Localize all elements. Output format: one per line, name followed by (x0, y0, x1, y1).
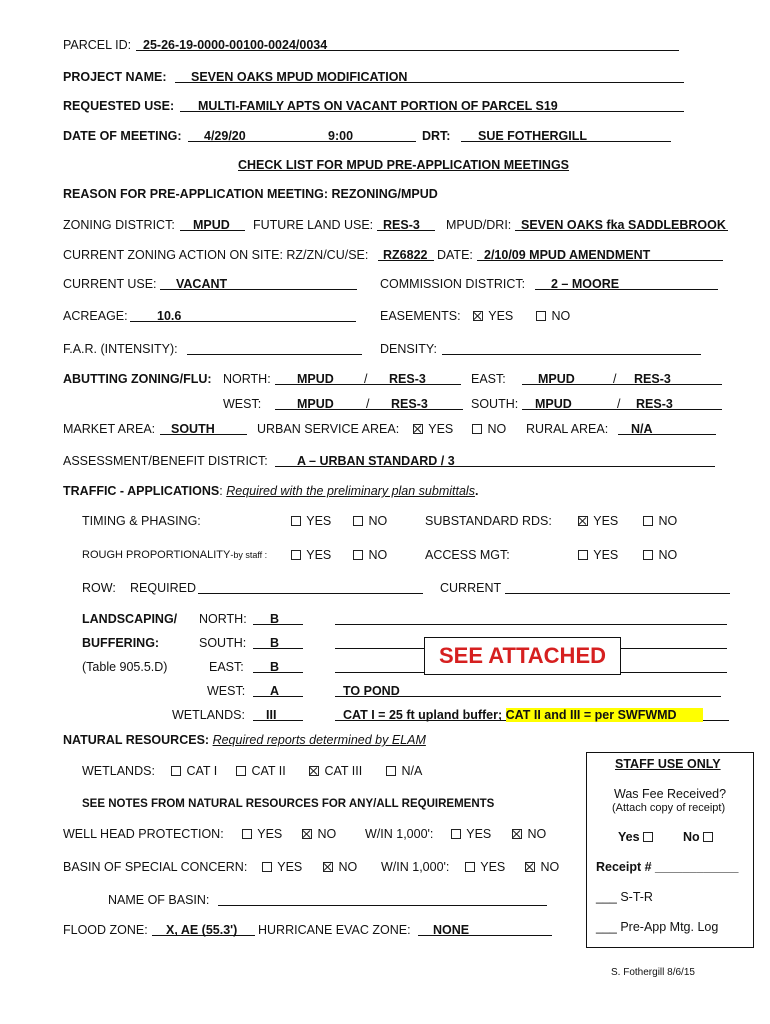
parcel-label: PARCEL ID: (63, 38, 132, 52)
usa-no[interactable] (472, 422, 506, 436)
acreage-value: 10.6 (157, 309, 182, 323)
landscaping-label: LANDSCAPING/ (82, 612, 178, 626)
easements-no-label: NO (551, 309, 571, 323)
usa-yes-label: YES (428, 422, 454, 436)
nr-cat3[interactable] (309, 764, 362, 778)
buffer-north-note-line (335, 624, 727, 625)
checkbox-icon-checked[interactable] (512, 829, 522, 839)
commission-label: COMMISSION DISTRICT: (380, 277, 526, 291)
nr-cat1-label: CAT I (186, 764, 218, 778)
easements-yes[interactable] (473, 309, 513, 323)
density-label: DENSITY: (380, 342, 437, 356)
abutting-east-label: EAST: (471, 372, 506, 386)
rough-no-label: NO (368, 548, 388, 562)
checkbox-icon[interactable] (643, 516, 653, 526)
rough-label (82, 548, 267, 562)
current-action-value: RZ6822 (383, 248, 428, 262)
well-win-yes[interactable] (451, 827, 491, 841)
nr-cat2-label: CAT II (251, 764, 286, 778)
checkbox-icon-checked[interactable] (323, 862, 333, 872)
easements-no[interactable] (536, 309, 570, 323)
current-action-date: 2/10/09 MPUD AMENDMENT (484, 248, 651, 262)
well-no[interactable] (302, 827, 336, 841)
far-label: F.A.R. (INTENSITY): (63, 342, 178, 356)
meeting-date: 4/29/20 (204, 129, 246, 143)
acreage-label: ACREAGE: (63, 309, 128, 323)
buffer-wetlands-note (343, 708, 703, 722)
substandard-yes-label: YES (593, 514, 619, 528)
access-no-label: NO (658, 548, 678, 562)
far-line (187, 354, 362, 355)
rough-no[interactable] (353, 548, 387, 562)
checkbox-icon[interactable] (242, 829, 252, 839)
abutting-east-flu: RES-3 (634, 372, 671, 386)
substandard-no[interactable] (643, 514, 677, 528)
row-required-line (198, 593, 423, 594)
abutting-south-label: SOUTH: (471, 397, 519, 411)
well-win-no-label: NO (527, 827, 547, 841)
buffer-east-label: EAST: (209, 660, 244, 674)
abutting-west-label: WEST: (223, 397, 262, 411)
checkbox-icon[interactable] (386, 766, 396, 776)
access-yes[interactable] (578, 548, 618, 562)
usa-label: URBAN SERVICE AREA: (257, 422, 400, 436)
timing-no-label: NO (368, 514, 388, 528)
requested-use: MULTI-FAMILY APTS ON VACANT PORTION OF PARCEL S19 (198, 99, 558, 113)
nr-cat1[interactable] (171, 764, 217, 778)
checkbox-icon-checked[interactable] (473, 311, 483, 321)
checkbox-icon[interactable] (643, 550, 653, 560)
basin-name-label: NAME OF BASIN: (108, 893, 210, 907)
abutting-south-flu: RES-3 (636, 397, 673, 411)
basin-yes-label: YES (277, 860, 303, 874)
traffic-label: TRAFFIC - APPLICATIONS (63, 484, 220, 498)
basin-name-line (218, 905, 547, 906)
access-yes-label: YES (593, 548, 619, 562)
checkbox-icon[interactable] (643, 832, 653, 842)
staff-title: STAFF USE ONLY (615, 757, 721, 771)
basin-win-yes-label: YES (480, 860, 506, 874)
assessment-label: ASSESSMENT/BENEFIT DISTRICT: (63, 454, 268, 468)
checkbox-icon[interactable] (291, 550, 301, 560)
abutting-north-slash: / (364, 372, 368, 386)
timing-yes[interactable] (291, 514, 331, 528)
nr-wetlands-label: WETLANDS: (82, 764, 155, 778)
staff-fee-no[interactable] (683, 830, 715, 844)
buffer-wetlands: III (266, 708, 277, 722)
basin-win-no-label: NO (540, 860, 560, 874)
timing-label: TIMING & PHASING: (82, 514, 201, 528)
abutting-west-flu: RES-3 (391, 397, 428, 411)
abutting-south-zoning: MPUD (535, 397, 572, 411)
buffering-label: BUFFERING: (82, 636, 160, 650)
buffer-south-label: SOUTH: (199, 636, 247, 650)
traffic-period: . (474, 484, 479, 498)
abutting-north-zoning: MPUD (297, 372, 334, 386)
buffer-wetlands-label: WETLANDS: (172, 708, 245, 722)
current-action-label: CURRENT ZONING ACTION ON SITE: RZ/ZN/CU/SE: (63, 248, 369, 262)
parcel-id: 25-26-19-0000-00100-0024/0034 (143, 38, 328, 52)
checkbox-icon[interactable] (703, 832, 713, 842)
rural-label: RURAL AREA: (526, 422, 609, 436)
checkbox-icon[interactable] (451, 829, 461, 839)
row-required-label: REQUIRED (130, 581, 196, 595)
basin-label: BASIN OF SPECIAL CONCERN: (63, 860, 248, 874)
substandard-no-label: NO (658, 514, 678, 528)
rough-yes[interactable] (291, 548, 331, 562)
flood-label: FLOOD ZONE: (63, 923, 148, 937)
drt-label: DRT: (422, 129, 451, 143)
checkbox-icon[interactable] (171, 766, 181, 776)
checkbox-icon[interactable] (536, 311, 546, 321)
checkbox-icon[interactable] (578, 550, 588, 560)
row-current-label: CURRENT (440, 581, 502, 595)
checkbox-icon[interactable] (472, 424, 482, 434)
checkbox-icon[interactable] (262, 862, 272, 872)
market-value: SOUTH (171, 422, 215, 436)
checkbox-icon[interactable] (291, 516, 301, 526)
abutting-north-label: NORTH: (223, 372, 271, 386)
substandard-yes[interactable] (578, 514, 618, 528)
reason: REASON FOR PRE-APPLICATION MEETING: REZONING/MPUD (63, 187, 438, 201)
access-no[interactable] (643, 548, 677, 562)
abutting-west-zoning: MPUD (297, 397, 334, 411)
zoning-value: MPUD (193, 218, 230, 232)
well-no-label: NO (317, 827, 337, 841)
hurricane-label: HURRICANE EVAC ZONE: (258, 923, 411, 937)
hurricane-value: NONE (433, 923, 470, 937)
staff-no-label: No (683, 830, 700, 844)
buffer-south: B (270, 636, 280, 650)
abutting-label: ABUTTING ZONING/FLU: (63, 372, 212, 386)
staff-fee-yes[interactable] (618, 830, 655, 844)
access-label: ACCESS MGT: (425, 548, 510, 562)
timing-no[interactable] (353, 514, 387, 528)
assessment-value: A – URBAN STANDARD / 3 (297, 454, 455, 468)
checklist-title: CHECK LIST FOR MPUD PRE-APPLICATION MEETINGS (238, 158, 570, 172)
well-yes-label: YES (257, 827, 283, 841)
current-use-value: VACANT (176, 277, 228, 291)
current-action-date-label: DATE: (437, 248, 473, 262)
staff-attach: (Attach copy of receipt) (612, 802, 726, 814)
usa-no-label: NO (487, 422, 507, 436)
buffer-wetlands-line (253, 720, 303, 721)
project-name: SEVEN OAKS MPUD MODIFICATION (191, 70, 408, 84)
dri-label: MPUD/DRI: (446, 218, 512, 232)
nr-na-label: N/A (401, 764, 423, 778)
well-win-no[interactable] (512, 827, 546, 841)
flood-value: X, AE (55.3') (166, 923, 238, 937)
buffer-west: A (270, 684, 280, 698)
buffer-east: B (270, 660, 280, 674)
table-ref: (Table 905.5.D) (82, 660, 168, 674)
basin-yes[interactable] (262, 860, 302, 874)
basin-win-label: W/IN 1,000': (381, 860, 450, 874)
nr-na[interactable] (386, 764, 422, 778)
substandard-label: SUBSTANDARD RDS: (425, 514, 552, 528)
rural-value: N/A (631, 422, 653, 436)
abutting-north-flu: RES-3 (389, 372, 426, 386)
traffic-note: Required with the preliminary plan submittals (226, 484, 475, 498)
checkbox-icon-checked[interactable] (578, 516, 588, 526)
buffer-north-label: NORTH: (199, 612, 247, 626)
buffer-west-note: TO POND (343, 684, 400, 698)
wetlands-note-cat23: CAT II and III = per SWFWMD (506, 708, 703, 722)
checkbox-icon-checked[interactable] (302, 829, 312, 839)
easements-label: EASEMENTS: (380, 309, 461, 323)
current-use-label: CURRENT USE: (63, 277, 157, 291)
project-label: PROJECT NAME: (63, 70, 167, 84)
flu-label: FUTURE LAND USE: (253, 218, 374, 232)
nr-cat3-label: CAT III (324, 764, 363, 778)
abutting-east-zoning: MPUD (538, 372, 575, 386)
staff-yes-label: Yes (618, 830, 640, 844)
usa-yes[interactable] (413, 422, 453, 436)
checkbox-icon-checked[interactable] (413, 424, 423, 434)
wetlands-note-cat1: CAT I = 25 ft upland buffer; (343, 708, 506, 722)
see-notes: SEE NOTES FROM NATURAL RESOURCES FOR ANY/ALL REQUIREMENTS (82, 798, 495, 810)
row-label: ROW: (82, 581, 116, 595)
rough-text: ROUGH PROPORTIONALITY (82, 549, 231, 561)
density-line (442, 354, 701, 355)
meeting-date-label: DATE OF MEETING: (63, 129, 182, 143)
traffic-heading (63, 484, 478, 498)
nr-cat2[interactable] (236, 764, 286, 778)
well-yes[interactable] (242, 827, 282, 841)
checkbox-icon-checked[interactable] (309, 766, 319, 776)
meeting-time: 9:00 (328, 129, 354, 143)
easements-yes-label: YES (488, 309, 514, 323)
well-win-label: W/IN 1,000': (365, 827, 434, 841)
abutting-south-slash: / (617, 397, 621, 411)
abutting-east-slash: / (613, 372, 617, 386)
zoning-label: ZONING DISTRICT: (63, 218, 175, 232)
checkbox-icon[interactable] (236, 766, 246, 776)
checkbox-icon[interactable] (353, 550, 363, 560)
staff-str: ___ S-T-R (596, 890, 653, 904)
abutting-west-slash: / (366, 397, 370, 411)
checkbox-icon[interactable] (465, 862, 475, 872)
basin-win-yes[interactable] (465, 860, 505, 874)
traffic-colon: : (219, 484, 223, 498)
drt-value: SUE FOTHERGILL (478, 129, 588, 143)
row-current-line (505, 593, 730, 594)
commission-value: 2 – MOORE (551, 277, 620, 291)
well-win-yes-label: YES (466, 827, 492, 841)
basin-no[interactable] (323, 860, 357, 874)
basin-win-no[interactable] (525, 860, 559, 874)
dri-value: SEVEN OAKS fka SADDLEBROOK (521, 218, 726, 232)
natural-label: NATURAL RESOURCES: (63, 733, 210, 747)
basin-no-label: NO (338, 860, 358, 874)
natural-heading (63, 733, 426, 747)
rough-by: -by staff : (230, 550, 268, 560)
well-label: WELL HEAD PROTECTION: (63, 827, 224, 841)
timing-yes-label: YES (306, 514, 332, 528)
staff-fee: Was Fee Received? (614, 787, 727, 801)
buffer-north: B (270, 612, 280, 626)
checkbox-icon-checked[interactable] (525, 862, 535, 872)
footer-signature: S. Fothergill 8/6/15 (611, 967, 695, 978)
market-label: MARKET AREA: (63, 422, 156, 436)
natural-note: Required reports determined by ELAM (212, 733, 426, 747)
checkbox-icon[interactable] (353, 516, 363, 526)
staff-use-box (586, 752, 754, 948)
requested-use-label: REQUESTED USE: (63, 99, 175, 113)
see-attached-box: SEE ATTACHED (424, 637, 621, 675)
flu-value: RES-3 (383, 218, 420, 232)
rough-yes-label: YES (306, 548, 332, 562)
staff-receipt: Receipt # ____________ (596, 860, 739, 874)
buffer-west-label: WEST: (207, 684, 246, 698)
staff-log: ___ Pre-App Mtg. Log (596, 920, 719, 934)
